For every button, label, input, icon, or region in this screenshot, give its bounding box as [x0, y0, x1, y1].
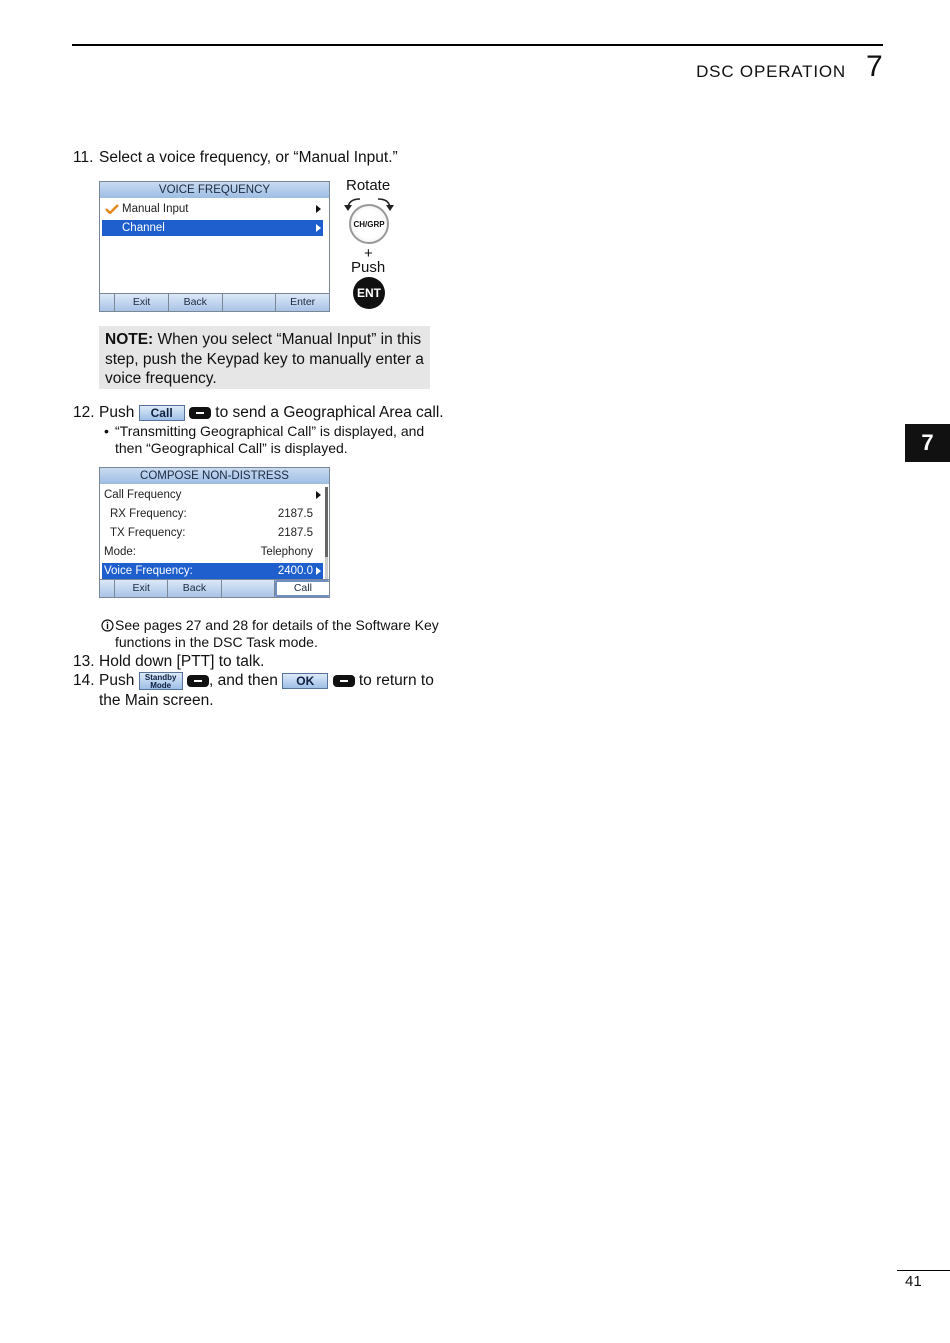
softkey-blank: [100, 294, 115, 311]
list-item-channel[interactable]: [102, 220, 323, 236]
list-item-rx-frequency: [102, 506, 323, 522]
bullet-item: [104, 423, 444, 457]
list-item-label: TX Frequency:: [110, 527, 186, 539]
chevron-right-icon: [316, 491, 321, 499]
screen-title: VOICE FREQUENCY: [100, 182, 329, 198]
list-item-tx-frequency: [102, 525, 323, 541]
push-word: Push: [99, 404, 135, 421]
step-13: [73, 652, 473, 672]
footer-rule: [897, 1270, 950, 1271]
step-number: 12.: [73, 404, 95, 421]
screen-title: COMPOSE NON-DISTRESS: [100, 468, 329, 484]
step-text: to return to: [358, 672, 434, 689]
key-line-1: Standby: [144, 672, 177, 682]
step-number: 14.: [73, 672, 95, 689]
step-number: 13.: [73, 653, 95, 670]
step-text-2: the Main screen.: [99, 692, 214, 709]
softkey-exit[interactable]: Exit: [115, 580, 168, 597]
list-item-value: Telephony: [260, 546, 313, 558]
list-item-label: Channel: [122, 222, 165, 234]
softkey-blank: [100, 580, 115, 597]
plus-sign: +: [364, 245, 373, 262]
bullet-icon: •: [104, 423, 109, 439]
standby-mode-key: [139, 672, 183, 690]
chapter-tab: 7: [905, 424, 950, 462]
push-word: Push: [99, 672, 135, 689]
scrollbar[interactable]: [325, 487, 328, 579]
step-text: to send a Geographical Area call.: [215, 404, 444, 421]
minus-key-icon: [333, 675, 355, 687]
softkey-back[interactable]: Back: [168, 580, 221, 597]
chevron-right-icon: [316, 224, 321, 232]
list-item-value: 2187.5: [277, 508, 313, 520]
softkey-back[interactable]: Back: [169, 294, 223, 311]
scrollbar-thumb[interactable]: [325, 487, 328, 557]
list-item-label: Call Frequency: [104, 489, 182, 501]
softkey-call[interactable]: Call: [275, 580, 329, 597]
softkey-exit[interactable]: Exit: [115, 294, 169, 311]
section-number: 7: [866, 50, 883, 83]
list-item-value: 2187.5: [277, 527, 313, 539]
checkmark-icon: [105, 204, 119, 214]
ent-key-icon: ENT: [353, 277, 385, 309]
list-item-label: RX Frequency:: [110, 508, 187, 520]
note-text: When you select “Manual Input” in this step, push the Keypad key to manually enter a voice frequency.: [105, 331, 424, 387]
bullet-text: “Transmitting Geographical Call” is displayed, and then “Geographical Call” is displayed.: [115, 423, 425, 456]
header-rule: [72, 44, 883, 46]
list-item-label: Voice Frequency:: [104, 565, 193, 577]
section-title: DSC OPERATION: [696, 62, 846, 81]
info-icon: [101, 619, 114, 632]
step-text-mid: , and then: [208, 672, 278, 689]
minus-key-icon: [189, 407, 211, 419]
rotate-label: Rotate: [346, 177, 391, 194]
list-item-mode: [102, 544, 323, 560]
compose-non-distress-screen: [99, 467, 330, 598]
chevron-right-icon: [316, 567, 321, 575]
page-number: 41: [905, 1273, 922, 1290]
push-label: Push: [351, 259, 386, 276]
step-12: [73, 403, 493, 423]
info-text: See pages 27 and 28 for details of the Software Key functions in the DSC Task mode.: [115, 617, 439, 650]
ok-key: OK: [282, 673, 328, 689]
list-item-voice-frequency[interactable]: [102, 563, 323, 579]
call-key: Call: [139, 405, 185, 421]
step-text: Select a voice frequency, or “Manual Input.”: [99, 149, 398, 166]
info-note: [101, 617, 461, 651]
note-label: NOTE:: [105, 331, 154, 348]
ch-grp-knob-icon: CH/GRP: [349, 204, 389, 244]
note-box: [99, 326, 430, 389]
list-item-value: 2400.0: [277, 565, 313, 577]
step-14: [73, 671, 493, 711]
softkey-empty: [223, 294, 277, 311]
softkey-empty: [222, 580, 275, 597]
key-line-2: Mode: [150, 680, 172, 690]
chevron-right-icon: [316, 205, 321, 213]
softkey-bar: [100, 293, 329, 311]
list-item-label: Manual Input: [122, 203, 189, 215]
step-text: Hold down [PTT] to talk.: [99, 653, 265, 670]
minus-key-icon: [187, 675, 209, 687]
list-item-label: Mode:: [104, 546, 136, 558]
list-item-call-frequency[interactable]: [102, 487, 323, 503]
list-item-manual-input[interactable]: [102, 201, 323, 217]
softkey-bar: [100, 579, 329, 597]
softkey-enter[interactable]: Enter: [290, 296, 316, 308]
voice-frequency-screen: [99, 181, 330, 312]
step-number: 11.: [73, 149, 94, 166]
